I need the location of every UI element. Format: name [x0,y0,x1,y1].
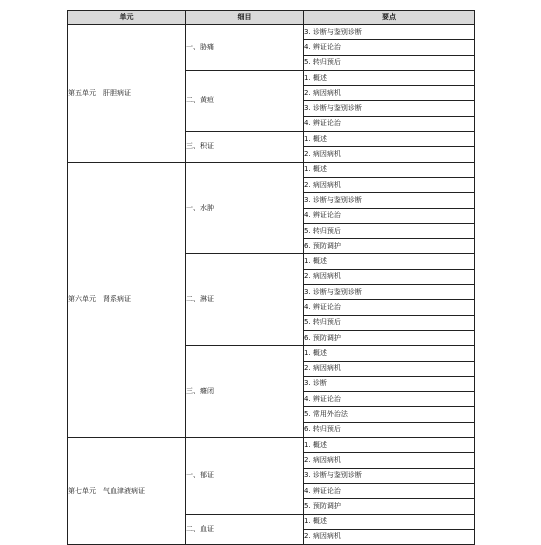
header-detail: 细目 [186,11,304,25]
unit-label: 第六单元 肾系病证 [68,162,186,437]
header-row [68,11,475,25]
point-item: 5. 预防调护 [304,499,475,514]
unit-label: 第七单元 气血津液病证 [68,438,186,545]
point-item: 2. 病因病机 [304,529,475,544]
point-item: 1. 概述 [304,70,475,85]
point-item: 4. 辨证论治 [304,392,475,407]
table-row [68,438,475,453]
point-item: 4. 辨证论治 [304,300,475,315]
header-point: 要点 [304,11,475,25]
point-item: 6. 预防调护 [304,239,475,254]
point-item: 3. 诊断 [304,376,475,391]
point-item: 2. 病因病机 [304,453,475,468]
point-item: 5. 转归预后 [304,315,475,330]
detail-label: 三、积证 [186,132,304,163]
point-item: 6. 预防调护 [304,330,475,345]
syllabus-table [67,10,475,545]
detail-label: 二、血证 [186,514,304,545]
point-item: 1. 概述 [304,254,475,269]
point-item: 1. 概述 [304,132,475,147]
point-item: 6. 转归预后 [304,422,475,437]
point-item: 1. 概述 [304,346,475,361]
point-item: 5. 转归预后 [304,223,475,238]
detail-label: 三、癃闭 [186,346,304,438]
detail-label: 二、黄疸 [186,70,304,131]
point-item: 3. 诊断与鉴别诊断 [304,25,475,40]
syllabus-page [67,10,474,545]
point-item: 5. 常用外治法 [304,407,475,422]
table-row [68,162,475,177]
point-item: 2. 病因病机 [304,361,475,376]
point-item: 2. 病因病机 [304,86,475,101]
point-item: 3. 诊断与鉴别诊断 [304,468,475,483]
point-item: 3. 诊断与鉴别诊断 [304,193,475,208]
detail-label: 二、淋证 [186,254,304,346]
point-item: 1. 概述 [304,438,475,453]
point-item: 3. 诊断与鉴别诊断 [304,285,475,300]
point-item: 4. 辨证论治 [304,483,475,498]
point-item: 1. 概述 [304,514,475,529]
point-item: 2. 病因病机 [304,177,475,192]
table-body [68,25,475,545]
point-item: 4. 辨证论治 [304,208,475,223]
detail-label: 一、胁痛 [186,25,304,71]
point-item: 2. 病因病机 [304,147,475,162]
point-item: 4. 辨证论治 [304,116,475,131]
detail-label: 一、水肿 [186,162,304,254]
header-unit: 单元 [68,11,186,25]
point-item: 4. 辨证论治 [304,40,475,55]
table-row [68,25,475,40]
point-item: 1. 概述 [304,162,475,177]
point-item: 2. 病因病机 [304,269,475,284]
unit-label: 第五单元 肝胆病证 [68,25,186,163]
detail-label: 一、郁证 [186,438,304,514]
point-item: 3. 诊断与鉴别诊断 [304,101,475,116]
point-item: 5. 转归预后 [304,55,475,70]
